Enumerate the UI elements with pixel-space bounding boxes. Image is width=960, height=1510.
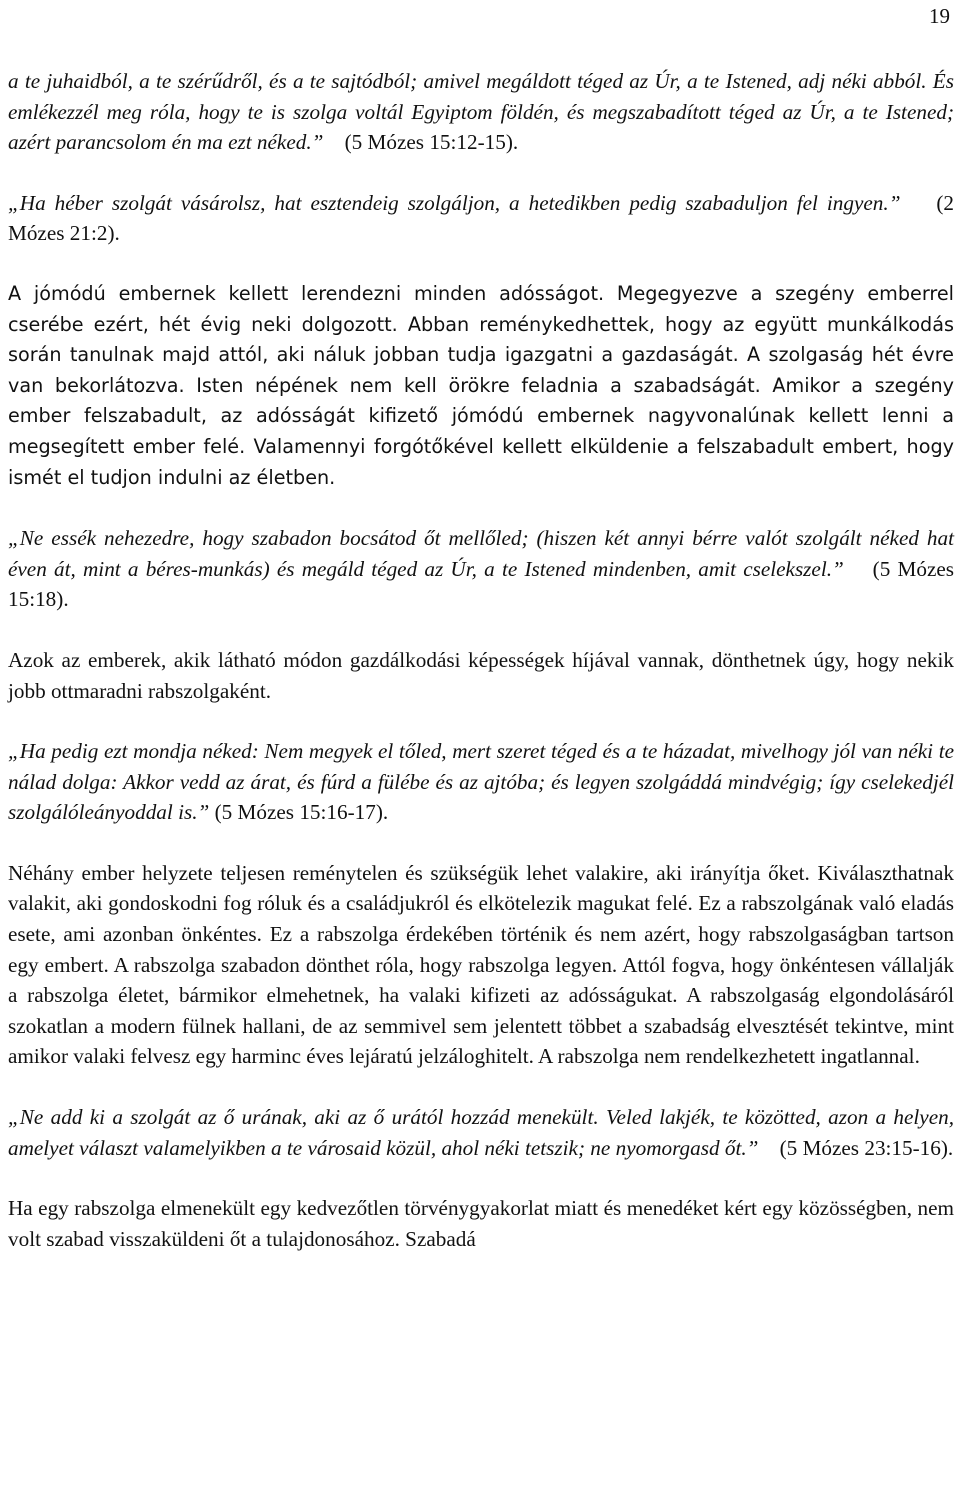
body-paragraph: Ha egy rabszolga elmenekült egy kedvezőtlen törvénygyakorlat miatt és menedéket kért egy közösségben, nem volt szabad visszaküldeni őt a tulajdonosához. Szabadá xyxy=(8,1196,954,1251)
scripture-quote xyxy=(8,1102,954,1163)
body-paragraph: Néhány ember helyzete teljesen reménytelen és szükségük lehet valakire, aki irányítja őket. Kiválaszthatnak valakit, aki gondoskodni fog róluk és a családjukról és elkötelezik magukat felé. Ez a rabszolgának való eladás esete, ami azonban önkéntes. Ez a rabszolga érdekében történik és nem azért, hogy rabszolgaságban tartson egy embert. A rabszolga szabadon dönthet róla, hogy rabszolga legyen. Attól fogva, hogy önkéntesen vállalják a rabszolga életet, bármikor elmehetnek, ha valaki kifizeti az adósságukat. A rabszolgaság elgondolásáról szokatlan a modern fülnek hallani, de az semmivel sem jelentett többet a szabadság elvesztését tekintve, mint amikor valaki felvesz egy harminc éves lejáratú jelzáloghitelt. A rabszolga nem rendelkezhetett ingatlannal. xyxy=(8,860,954,1069)
scripture-reference: (5 Mózes 15:12-15). xyxy=(344,130,519,155)
quote-text: „Ne add ki a szolgát az ő urának, aki az ő urától hozzád menekült. Veled lakjék, te közötted, azon a helyen, amelyet választ valamelyikben a te városaid közül, ahol néki tetszik; ne nyomorgasd őt.” xyxy=(8,1105,954,1160)
quote-text: a te juhaidból, a te szérűdről, és a te sajtódból; amivel megáldott téged az Úr, a te Istened, adj néki abból. És emlékezzél meg róla, hogy te is szolga voltál Egyiptom földén, és megszabadított téged az Úr, a te Istened; azért parancsolom én ma ezt néked.” xyxy=(8,69,954,155)
scripture-reference: (2 Mózes 21:2). xyxy=(8,190,955,246)
body-paragraph: A jómódú embernek kellett lerendezni minden adósságot. Megegyezve a szegény emberrel cserébe ezért, hét évig neki dolgozott. Abban reménykedhettek, hogy az együtt munkálkodás során tanulnak majd attól, aki náluk jobban tudja igazgatni a gazdaságát. A szolgaság hét évre van bekorlátozva. Isten népének nem kell örökre feladnia a szabadságát. Amikor a szegény ember felszabadult, az adósságát kifizető jómódú embernek nagyvonalúnak kellett lenni a megsegített ember felé. Valamennyi forgótőkével kellett elküldenie a felszabadult embert, hogy ismét el tudjon indulni az életben. xyxy=(8,281,954,489)
scripture-quote xyxy=(8,523,954,615)
quote-text: „Ha héber szolgát vásárolsz, hat esztendeig szolgáljon, a hetedikben pedig szabaduljon fel ingyen.” xyxy=(8,190,901,215)
body-paragraph: Azok az emberek, akik látható módon gazdálkodási képességek híjával vannak, dönthetnek úgy, hogy nekik jobb ottmaradni rabszolgaként. xyxy=(8,647,954,703)
scripture-reference: (5 Mózes 15:18). xyxy=(8,556,955,612)
document-body xyxy=(8,66,954,1254)
quote-text: „Ha pedig ezt mondja néked: Nem megyek el tőled, mert szeret téged és a te házadat, mivelhogy jól van néki te nálad dolga: Akkor vedd az árat, és fúrd a fülébe és az ajtóba; és legyen szolgáddá mindvégig; így cselekedjél szolgálóleányoddal is.” xyxy=(8,739,954,825)
scripture-reference: (5 Mózes 15:16-17). xyxy=(214,800,389,825)
page-number: 19 xyxy=(929,4,950,28)
scripture-quote xyxy=(8,188,954,249)
scripture-quote xyxy=(8,736,954,828)
quote-text: „Ne essék nehezedre, hogy szabadon bocsátod őt mellőled; (hiszen két annyi bérre valót szolgált néked hat éven át, mint a béres-munkás) és megáld téged az Úr, a te Istened mindenben, amit cselekszel.” xyxy=(8,526,954,581)
scripture-reference: (5 Mózes 23:15-16). xyxy=(779,1135,954,1160)
scripture-quote xyxy=(8,66,954,158)
